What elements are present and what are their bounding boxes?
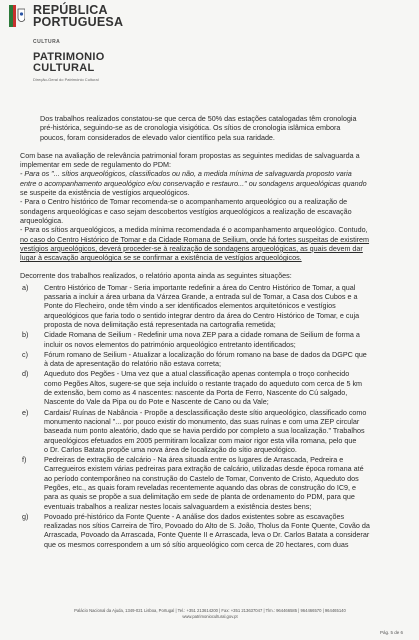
lead-sentence: Decorrente dos trabalhos realizados, o relatório aponta ainda as seguintes situações: (20, 271, 292, 281)
list-item-line: Pedreiras de extração de calcário - Na área situada entre os lugares de Arrascada, Pedreira e (44, 455, 344, 465)
list-item-line: proposta de nova delimitação está representada na cartografia remetida; (44, 319, 276, 329)
list-item-line: ao período contemporâneo na construção do Castelo de Tomar, Convento de Cristo, Aqueduto dos (44, 473, 359, 483)
list-item-line: Carregueiros existem várias pedreiras para extração de calcário, utilizadas desde época romana até (44, 464, 364, 474)
list-item-line: monumento nacional "... por pouco existir do monumento, das suas ruínas e com uma ZEP circular (44, 416, 360, 426)
dgpc-subtitle: Direção-Geral do Património Cultural (33, 77, 99, 82)
measures-line: arqueológica. (20, 215, 64, 225)
list-item-line: que os mesmos correspondem a um só sítio arqueológico com cerca de 20 hectares, com duas (44, 539, 349, 549)
measures-line: - Para o Centro histórico de Tomar recomenda-se o acompanhamento arqueológico ou a realização de (20, 197, 348, 207)
measures-line: entre o acompanhamento arqueológico e/ou conservação e restauro..." ou sondagens arqueológicas quando (20, 178, 367, 188)
list-item-line: realizadas nos sítios Carreira de Tiro, Povoado do Alto de S. João, Tholus da Fonte Quente, Covão da (44, 521, 370, 531)
list-item-line: para as quais se propõe a sua delimitação em sede de planta de ordenamento do PDM, para que (44, 492, 355, 502)
list-item-letter: c) (22, 349, 28, 359)
list-item-line: à data de apresentação do relatório não estava correta; (44, 359, 222, 369)
list-item-line: baseada num ponto aleatório, dado que se havia perdido por completo a sua localização." Trabalhos (44, 426, 365, 436)
list-item-line: Povoado pré-histórico da Fonte Quente - A análise dos dados existentes sobre as escavações (44, 511, 345, 521)
measures-line: sondagens arqueológicas e caso sejam descobertos vestígios arqueológicos a realização de escavação (20, 206, 352, 216)
measures-line: no caso do Centro Histórico de Tomar e da Cidade Romana de Seilium, onde há fortes suspeitas de existirem (20, 234, 370, 244)
coat-of-arms-icon (9, 5, 25, 27)
page-number: Pág. 5 de 6 (379, 630, 403, 635)
situations-list (20, 283, 401, 549)
list-item-line: o Dr. Carlos Batata propõe uma nova área de localização do sítio arqueológico. (44, 444, 297, 454)
list-item (20, 512, 401, 549)
document-body (20, 114, 401, 550)
measures-line: Com base na avaliação de relevância patrimonial foram propostas as seguintes medidas de salvaguarda a (20, 150, 360, 160)
list-item-line: de extensão, bem como as 4 nascentes: nascente da Porta de Ferro, Nascente do Cú salgado, (44, 388, 348, 398)
list-item-line: Nascente do Vale da Pipa ou do Pote e Nascente de Cano ou da Vale; (44, 397, 269, 407)
intro-line: pré-histórica, seguindo-se as de cronologia visigótica. Os sítios de cronologia islâmica embora (40, 123, 341, 133)
list-item-line: Ponte do Flecheiro, onde têm vindo a ser identificados elementos arquitetónicos e vestígios (44, 301, 336, 311)
measures-paragraph (20, 151, 401, 263)
rep-line-2: PORTUGUESA (33, 15, 124, 29)
measures-line: vestígios arqueológicos, deverá proceder-se à realização de sondagens arqueológicas, as quais devem dar (20, 243, 363, 253)
patrimonio-cultural-logo (33, 52, 105, 74)
list-item-letter: f) (22, 455, 27, 465)
list-item-text (44, 283, 401, 329)
list-item (20, 369, 401, 406)
list-item-line: Aqueduto dos Pegões - Uma vez que a atual classificação apenas contempla o troço conhecido (44, 369, 350, 379)
pc-line-1: PATRIMONIO (33, 51, 105, 63)
intro-line: poucos, foram considerados de elevado valor científico pela sua raridade. (40, 132, 275, 142)
list-item (20, 408, 401, 454)
measures-line: implementar em sede de regulamento do PDM: (20, 160, 172, 170)
list-item-line: Arrascada, Povoado da Arrascada, Fonte Quente II e Arrascada, leva o Dr. Carlos Batata a considerar (44, 530, 370, 540)
measures-line: - Para os sítios arqueológicos, a medida mínima recomendada é o acompanhamento arqueológico. Contudo, (20, 225, 368, 235)
list-item-line: incluir os novos elementos do património arqueológico entretanto identificados; (44, 339, 296, 349)
list-item-text (44, 330, 401, 349)
list-item-line: Centro Histórico de Tomar - Seria importante redefinir a área do Centro Histórico de Tomar, a qual (44, 282, 356, 292)
list-item-letter: g) (22, 511, 29, 521)
list-item-letter: b) (22, 330, 29, 340)
list-item-letter: e) (22, 407, 29, 417)
list-item (20, 350, 401, 369)
list-item (20, 283, 401, 329)
list-item-letter: d) (22, 369, 29, 379)
measures-line: se suspeite da existência de vestígios arqueológicos. (20, 188, 190, 198)
list-item-line: Fórum romano de Seilium - Atualizar a localização do fórum romano na base de dados da DGPC que (44, 349, 367, 359)
measures-line: lugar à escavação arqueológica se se confirmar a existência de vestígios arqueológicos. (20, 253, 302, 263)
list-item-line: Pegões, etc., as quais foram reveladas recentemente aquando das obras de construção do IC9, e (44, 482, 357, 492)
list-item-line: eventuais trabalhos a realizar nestes locais salvaguardem a existência destes bens; (44, 501, 312, 511)
list-item-text (44, 408, 401, 454)
republica-portuguesa-wordmark (33, 4, 123, 28)
cultura-label: CULTURA (33, 39, 61, 45)
list-item-line: Cardais/ Ruínas de Nabância - Propõe a desclassificação deste sítio arqueológico, classificado como (44, 407, 367, 417)
list-item-text (44, 369, 401, 406)
list-item-line: passaria a incluir a área urbana da Várzea Grande, a entrada sul de Tomar, a Casa dos Cubos e a (44, 292, 358, 302)
list-item-text (44, 512, 401, 549)
footer-address: Palácio Nacional da Ajuda, 1349-021 Lisboa, Portugal | Tel.: +351 213614200 | Fax: +351 213637047 | Tlm.: 964466585 | 964466570 | 964465140 (74, 608, 346, 613)
intro-line: Dos trabalhos realizados constatou-se que cerca de 50% das estações catalogadas têm cronologia (40, 114, 357, 123)
footer-website: www.patrimoniocultural.gov.pt (182, 614, 238, 619)
measures-line: - Para os "... sítios arqueológicos, classificados ou não, a medida mínima de salvaguarda proposto varia (20, 169, 352, 179)
list-item-letter: a) (22, 282, 29, 292)
list-item-text (44, 350, 401, 369)
intro-paragraph (20, 114, 401, 142)
list-item (20, 330, 401, 349)
list-item-line: como Pegões Altos, sugere-se que seja incluído o restante traçado do aqueduto com cerca de 5 km (44, 378, 363, 388)
list-item-text (44, 455, 401, 511)
rep-line-1: REPÚBLICA (33, 3, 108, 17)
list-item-line: arqueológicos que faria todo o sentido integrar dentro da área do Centro Histórico de Tomar, e cuja (44, 310, 360, 320)
list-item-line: Cidade Romana de Seilium - Redefinir uma nova ZEP para a cidade romana de Seilium de forma a (44, 330, 360, 340)
list-item-line: arqueológicos efetuados em 2005 permitiram localizar com maior rigor esta villa romana, pelo que (44, 435, 357, 445)
pc-line-2: CULTURAL (33, 62, 95, 74)
footer (22, 608, 398, 620)
list-item (20, 455, 401, 511)
